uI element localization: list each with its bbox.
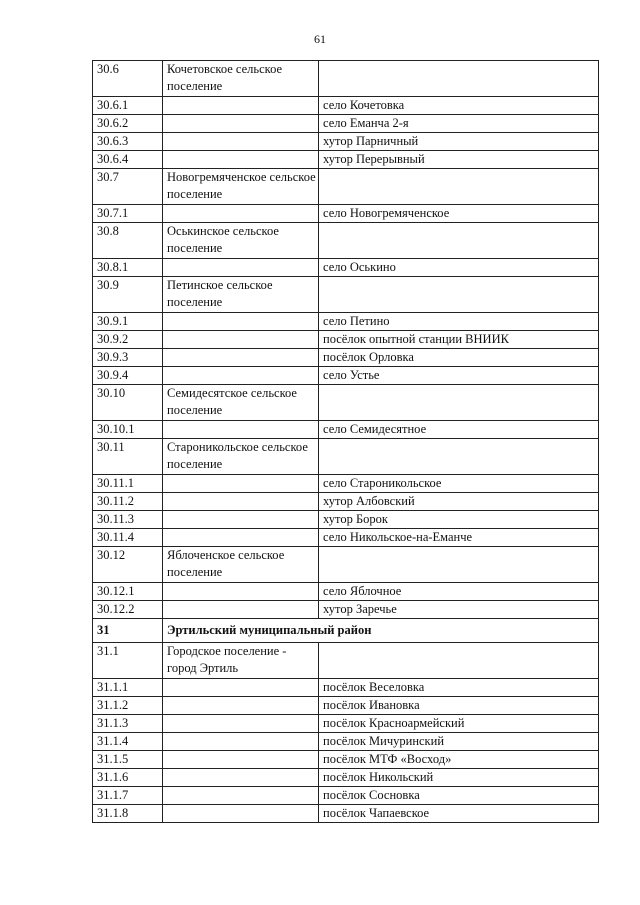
table-row (93, 97, 599, 115)
municipality-name (163, 715, 319, 733)
settlement-name: хутор Албовский (319, 493, 599, 511)
settlement-name: село Оськино (319, 259, 599, 277)
row-code: 30.11.4 (93, 529, 163, 547)
settlement-name (319, 439, 599, 475)
settlement-name: село Никольское-на-Еманче (319, 529, 599, 547)
row-code: 31.1 (93, 643, 163, 679)
table-row (93, 385, 599, 421)
row-code: 31.1.3 (93, 715, 163, 733)
row-code: 30.6.1 (93, 97, 163, 115)
row-code: 30.9.2 (93, 331, 163, 349)
row-code: 30.7.1 (93, 205, 163, 223)
row-code: 31.1.7 (93, 787, 163, 805)
row-code: 30.6 (93, 61, 163, 97)
row-code: 30.12.1 (93, 583, 163, 601)
municipality-name (163, 601, 319, 619)
district-name: Эртильский муниципальный район (163, 619, 599, 643)
municipality-name: Яблоченское сельское поселение (163, 547, 319, 583)
municipality-name (163, 583, 319, 601)
settlement-name: посёлок Ивановка (319, 697, 599, 715)
settlement-name: посёлок Мичуринский (319, 733, 599, 751)
settlement-name: хутор Борок (319, 511, 599, 529)
row-code: 30.12 (93, 547, 163, 583)
table-row (93, 601, 599, 619)
settlement-name: посёлок Никольский (319, 769, 599, 787)
row-code: 30.7 (93, 169, 163, 205)
municipality-name (163, 475, 319, 493)
row-code: 30.9.3 (93, 349, 163, 367)
settlements-table-body (93, 61, 599, 823)
settlement-name: село Кочетовка (319, 97, 599, 115)
table-row (93, 367, 599, 385)
municipality-name (163, 97, 319, 115)
settlement-name: село Новогремяченское (319, 205, 599, 223)
row-code: 30.8.1 (93, 259, 163, 277)
table-row (93, 547, 599, 583)
municipality-name: Городское поселение - город Эртиль (163, 643, 319, 679)
table-row (93, 787, 599, 805)
row-code: 30.6.4 (93, 151, 163, 169)
page-number: 61 (314, 32, 326, 46)
table-row (93, 751, 599, 769)
row-code: 30.11.3 (93, 511, 163, 529)
settlement-name: село Яблочное (319, 583, 599, 601)
municipality-name (163, 421, 319, 439)
settlement-name: село Устье (319, 367, 599, 385)
table-row (93, 733, 599, 751)
municipality-name (163, 805, 319, 823)
municipality-name (163, 259, 319, 277)
municipality-name (163, 115, 319, 133)
settlement-name: село Семидесятное (319, 421, 599, 439)
settlement-name: хутор Перерывный (319, 151, 599, 169)
table-row (93, 475, 599, 493)
row-code: 30.11.1 (93, 475, 163, 493)
settlement-name: посёлок МТФ «Восход» (319, 751, 599, 769)
table-row (93, 511, 599, 529)
district-row (93, 619, 599, 643)
settlement-name (319, 643, 599, 679)
row-code: 31.1.8 (93, 805, 163, 823)
row-code: 30.9.4 (93, 367, 163, 385)
municipality-name: Новогремяченское сельское поселение (163, 169, 319, 205)
municipality-name: Петинское сельское поселение (163, 277, 319, 313)
settlement-name: посёлок Красноармейский (319, 715, 599, 733)
municipality-name (163, 313, 319, 331)
row-code: 30.9 (93, 277, 163, 313)
settlement-name (319, 385, 599, 421)
municipality-name (163, 511, 319, 529)
settlement-name (319, 169, 599, 205)
municipality-name (163, 331, 319, 349)
table-row (93, 61, 599, 97)
table-row (93, 277, 599, 313)
municipality-name (163, 787, 319, 805)
settlement-name (319, 61, 599, 97)
municipality-name (163, 493, 319, 511)
settlement-name (319, 223, 599, 259)
settlement-name (319, 547, 599, 583)
row-code: 30.10.1 (93, 421, 163, 439)
municipality-name (163, 151, 319, 169)
table-row (93, 643, 599, 679)
row-code: 31.1.6 (93, 769, 163, 787)
table-row (93, 151, 599, 169)
row-code: 30.11.2 (93, 493, 163, 511)
settlement-name: село Петино (319, 313, 599, 331)
municipality-name (163, 349, 319, 367)
table-row (93, 679, 599, 697)
settlements-table (92, 60, 599, 823)
municipality-name: Кочетовское сельское поселение (163, 61, 319, 97)
table-row (93, 205, 599, 223)
table-row (93, 349, 599, 367)
settlement-name: посёлок Сосновка (319, 787, 599, 805)
row-code: 30.8 (93, 223, 163, 259)
table-row (93, 115, 599, 133)
settlement-name: село Еманча 2-я (319, 115, 599, 133)
row-code: 30.11 (93, 439, 163, 475)
municipality-name (163, 133, 319, 151)
table-row (93, 133, 599, 151)
district-code: 31 (93, 619, 163, 643)
municipality-name: Староникольское сельское поселение (163, 439, 319, 475)
table-row (93, 529, 599, 547)
table-row (93, 421, 599, 439)
table-row (93, 493, 599, 511)
settlement-name: посёлок опытной станции ВНИИК (319, 331, 599, 349)
row-code: 30.6.2 (93, 115, 163, 133)
row-code: 30.9.1 (93, 313, 163, 331)
row-code: 31.1.5 (93, 751, 163, 769)
municipality-name (163, 733, 319, 751)
municipality-name (163, 529, 319, 547)
table-row (93, 259, 599, 277)
row-code: 30.10 (93, 385, 163, 421)
row-code: 31.1.4 (93, 733, 163, 751)
table-row (93, 331, 599, 349)
settlement-name: село Староникольское (319, 475, 599, 493)
table-row (93, 439, 599, 475)
municipality-name (163, 367, 319, 385)
settlement-name: хутор Заречье (319, 601, 599, 619)
table-row (93, 805, 599, 823)
settlement-name (319, 277, 599, 313)
table-row (93, 769, 599, 787)
row-code: 31.1.1 (93, 679, 163, 697)
settlement-name: хутор Парничный (319, 133, 599, 151)
municipality-name (163, 679, 319, 697)
settlement-name: посёлок Чапаевское (319, 805, 599, 823)
municipality-name: Семидесятское сельское поселение (163, 385, 319, 421)
municipality-name (163, 697, 319, 715)
municipality-name: Оськинское сельское поселение (163, 223, 319, 259)
row-code: 31.1.2 (93, 697, 163, 715)
row-code: 30.12.2 (93, 601, 163, 619)
settlement-name: посёлок Орловка (319, 349, 599, 367)
row-code: 30.6.3 (93, 133, 163, 151)
table-row (93, 313, 599, 331)
municipality-name (163, 205, 319, 223)
table-row (93, 697, 599, 715)
municipality-name (163, 769, 319, 787)
table-row (93, 169, 599, 205)
settlement-name: посёлок Веселовка (319, 679, 599, 697)
municipality-name (163, 751, 319, 769)
table-row (93, 223, 599, 259)
table-row (93, 583, 599, 601)
table-row (93, 715, 599, 733)
